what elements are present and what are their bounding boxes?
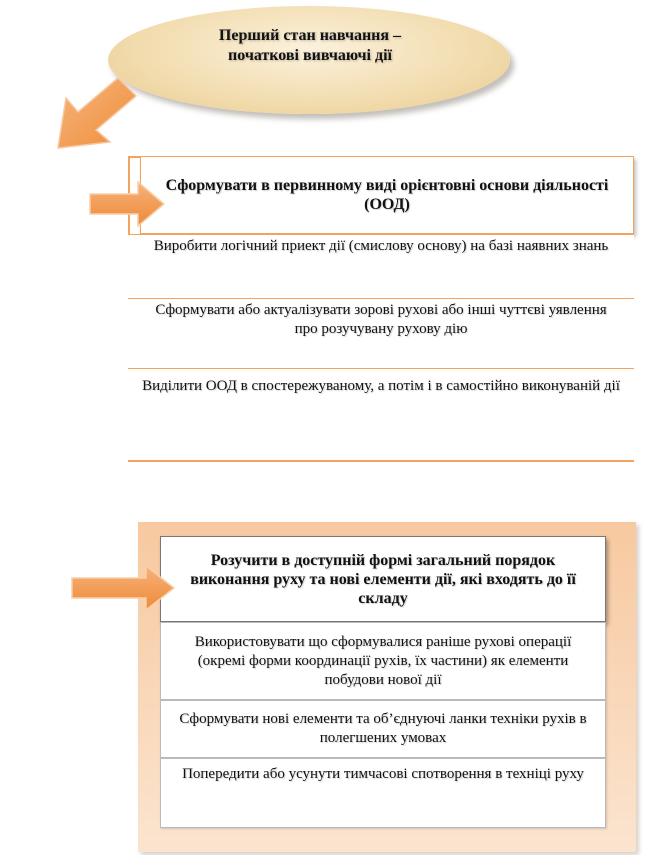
section1-item: Виробити логічний приект дії (смислову основу) на базі наявних знань	[128, 234, 634, 298]
section2-item: Використовувати що сформувалися раніше рухові операції (окремі форми координації рухів, їх частини) як елементи побудови нової дії	[160, 622, 606, 700]
right-arrow-icon	[70, 562, 178, 614]
down-left-arrow-icon	[52, 72, 152, 162]
learning-stage-title	[190, 26, 430, 66]
learning-stage-title-line1: Перший стан навчання –	[218, 27, 402, 44]
section2-item: Сформувати нові елементи та об’єднуючі ланки техніки рухів в полегшених умовах	[160, 700, 606, 758]
section1-item: Виділити ООД в спостережуваному, а потім і в самостійно виконуваній дії	[128, 368, 634, 460]
section2-heading: Розучити в доступній формі загальний порядок виконання руху та нові елементи дії, які входять до її складу	[160, 536, 606, 622]
section1-item: Сформувати або актуалізувати зорові рухові або інші чуттєві уявлення про розучувану рухову дію	[128, 298, 634, 368]
learning-stage-title-line2: початкові вивчаючі дії	[228, 47, 392, 64]
section1-heading: Сформувати в первинному виді орієнтовні основи діяльності (ООД)	[140, 156, 634, 234]
right-arrow-icon	[88, 178, 168, 230]
section2-item: Попередити або усунути тимчасові спотворення в техніці руху	[160, 758, 606, 828]
